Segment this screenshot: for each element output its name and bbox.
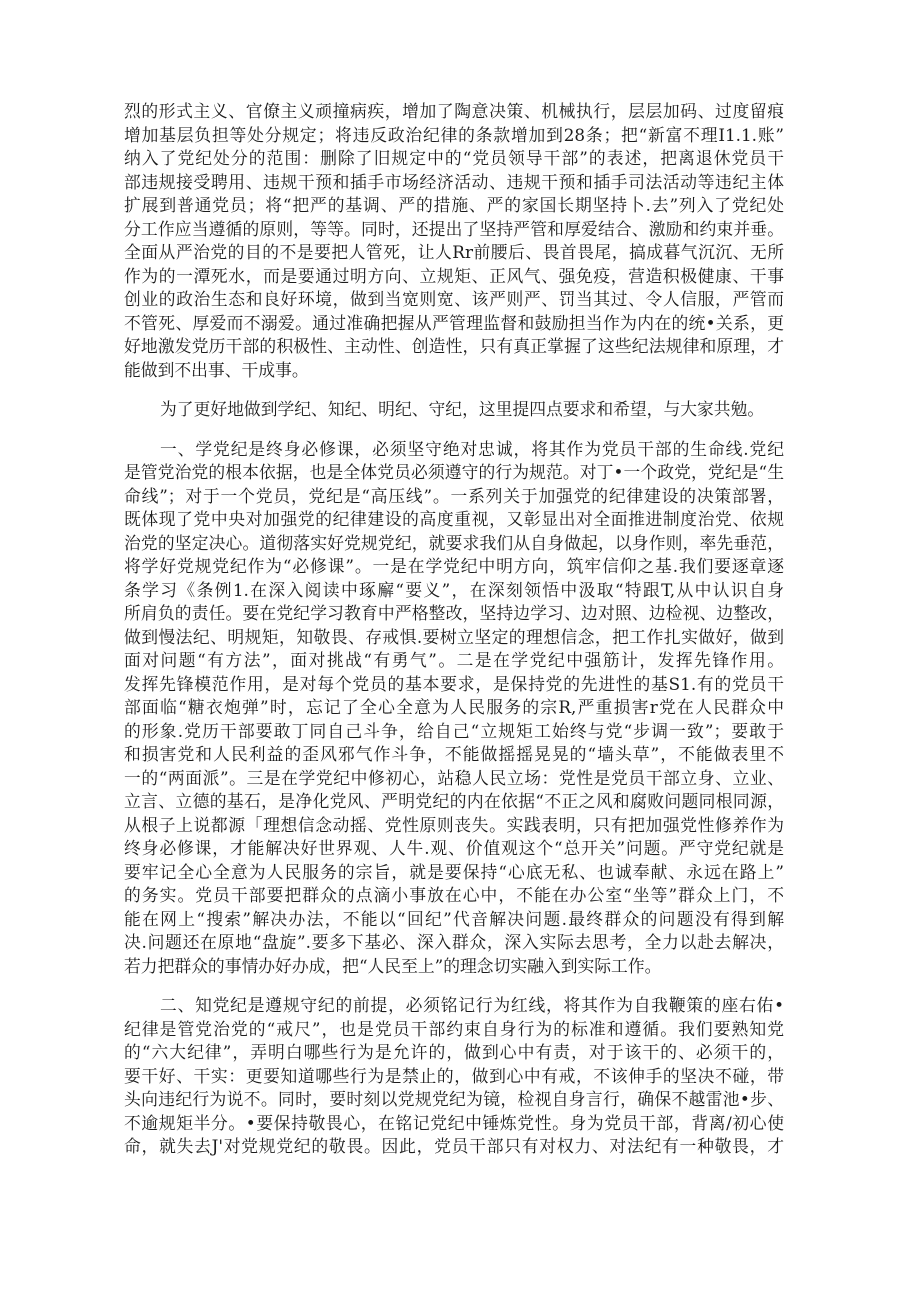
text-line: 发挥先锋模范作用，是对每个党员的基本要求，是保持党的先进性的基S1.有的党员干 bbox=[124, 673, 784, 694]
text-line: 部违规接受聘用、违规干预和插手市场经济活动、违规干预和插手司法活动等违纪主体 bbox=[124, 171, 784, 192]
text-line: 不管死、厚爱而不溺爱。通过准确把握从严管理监督和鼓励担当作为内在的统•关系，更 bbox=[124, 312, 784, 333]
document-body bbox=[124, 100, 784, 1159]
text-line: 的形象.党历干部要敢丁同自己斗争，给自己“立规矩工始终与党“步调一致”；要敢于 bbox=[124, 720, 784, 741]
text-line: 部面临“糖衣炮弹”时，忘记了全心全意为人民服务的宗R,严重损害r党在人民群众中 bbox=[124, 697, 784, 717]
paragraph-gap bbox=[124, 422, 784, 438]
text-line: 为了更好地做到学纪、知纪、明纪、守纪，这里提四点要求和希望，与大家共勉。 bbox=[160, 399, 765, 419]
text-line: 烈的形式主义、官僚主义顽撞病疾，增加了陶意决策、机械执行，层层加码、过度留痕 bbox=[124, 101, 784, 121]
text-line: 二、知党纪是遵规守纪的前提，必须铭记行为红线，将其作为自我鞭策的座右佑• bbox=[160, 995, 784, 1015]
text-line: 的“六大纪律”，弄明白哪些行为是允许的，做到心中有责，对于该干的、必须干的， bbox=[124, 1042, 784, 1062]
text-line: 所肩负的责任。要在党纪学习教育中严格整改，坚持边学习、边对照、边检视、边整改， bbox=[124, 603, 784, 623]
text-line: 面对问题“有方法”，面对挑战“有勇气”。二是在学党纪中强筋计，发挥先锋作用。 bbox=[124, 650, 784, 670]
paragraph bbox=[124, 398, 784, 422]
text-line: 一的“两面派”。三是在学党纪中修初心，站稳人民立场：党性是党员干部立身、立业、 bbox=[124, 767, 784, 788]
text-line: 作为的一潭死水，而是要通过明方向、立规矩、正风气、强免疫，营造积极健康、干事 bbox=[124, 265, 784, 286]
text-line: 要牢记全心全意为人民服务的宗旨，就是要保持“心底无私、也诚奉献、永远在路上” bbox=[124, 861, 784, 882]
text-line: 全面从严治党的目的不是要把人管死，让人Rr前腰后、畏首畏尾，搞成暮气沉沉、无所 bbox=[124, 242, 784, 262]
paragraph bbox=[124, 994, 784, 1159]
text-line: 不逾规矩半分。•要保持敬畏心，在铭记党纪中锤炼党性。身为党员干部，背离/初心使 bbox=[124, 1112, 784, 1133]
text-line: 将学好党规党纪作为“必修课”。一是在学党纪中明方向，筑牢信仰之基.我们要逐章逐 bbox=[124, 556, 784, 576]
text-line: 能做到不出事、干成事。 bbox=[124, 359, 309, 380]
paragraph-gap bbox=[124, 978, 784, 994]
text-line: 增加基层负担等处分规定；将违反政治纪律的条款增加到28条；把“新富不理I1.1.账” bbox=[124, 124, 784, 145]
text-line: 命线”；对于一个党员，党纪是“高压线”。一系列关于加强党的纪律建设的决策部署， bbox=[124, 485, 784, 506]
paragraph-gap bbox=[124, 382, 784, 398]
text-line: 头向违纪行为说不。同时，要时刻以党规党纪为镜，检视自身言行，确保不越雷池•步、 bbox=[124, 1089, 784, 1109]
text-line: 从根子上说都源「理想信念动摇、党性原则丧失。实践表明，只有把加强党性修养作为 bbox=[124, 814, 784, 835]
text-line: 分工作应当遵循的原则，等等。同时，还提出了坚持严管和厚爱结合、激励和约束并垂。 bbox=[124, 218, 784, 239]
paragraph bbox=[124, 100, 784, 382]
text-line: 纪律是管党治党的“戒尺”，也是党员干部约束自身行为的标准和遵循。我们要熟知党 bbox=[124, 1018, 784, 1039]
text-line: 命，就失去J'对党规党纪的敬畏。因此，党员干部只有对权力、对法纪有一种敬畏，才 bbox=[124, 1136, 784, 1156]
text-line: 的务实。党员干部要把群众的点滴小事放在心中，不能在办公室“坐等”群众上门，不 bbox=[124, 885, 784, 905]
text-line: 纳入了党纪处分的范围：删除了旧规定中的“党员领导干部”的表述，把离退休党员干 bbox=[124, 148, 784, 168]
text-line: 能在网上“搜索”解决办法，不能以“回纪”代音解决问题.最终群众的问题没有得到解 bbox=[124, 908, 784, 929]
text-line: 创业的政治生态和良好环境，做到当宽则宽、该严则严、罚当其过、令人信服，严管而 bbox=[124, 289, 784, 309]
text-line: 做到慢法纪、明规矩，知敬畏、存戒惧.要树立坚定的理想信念，把工作扎实做好，做到 bbox=[124, 626, 784, 647]
text-line: 好地激发党历干部的积极性、主动性、创造性，只有真正掌握了这些纪法规律和原理，才 bbox=[124, 336, 784, 356]
text-line: 一、学党纪是终身必修课，必须坚守绝对忠诚，将其作为党员干部的生命线.党纪 bbox=[160, 438, 784, 459]
text-line: 立言、立德的基石，是净化党风、严明党纪的内在依据“不正之风和腐败问题同根同源， bbox=[124, 791, 784, 811]
text-line: 决.问题还在原地“盘旋”.要多下基必、深入群众，深入实际去思考，全力以赴去解决， bbox=[124, 932, 784, 952]
text-line: 是管党治党的根本依据，也是全体党员必须遵守的行为规范。对丁•一个政党，党纪是“生 bbox=[124, 462, 784, 482]
text-line: 终身必修课，才能解决好世界观、人牛.观、价值观这个“总开关”问题。严守党纪就是 bbox=[124, 838, 784, 858]
text-line: 条学习《条例1.在深入阅读中琢廨“要义”，在深刻领悟中汲取“特跟T,从中认识自身 bbox=[124, 579, 784, 600]
text-line: 和损害党和人民利益的歪风邪气作斗争，不能做摇摇晃晃的“墙头草”，不能做表里不 bbox=[124, 744, 784, 764]
text-line: 治党的坚定决心。道彻落实好党规党纪，就要求我们从自身做起，以身作则，率先垂范， bbox=[124, 532, 784, 553]
text-line: 若力把群众的事情办好办成，把“人民至上”的理念切实融入到实际工作。 bbox=[124, 955, 662, 976]
text-line: 要干好、干实：更要知道哪些行为是禁止的，做到心中有戒，不该伸手的坚决不碰，带 bbox=[124, 1065, 784, 1086]
paragraph bbox=[124, 438, 784, 979]
text-line: 扩展到普通党员；将“把严的基调、严的措施、严的家国长期坚持卜.去”列入了党纪处 bbox=[124, 195, 784, 215]
text-line: 既体现了党中央对加强党的纪律建设的高度重视，又彰显出对全面推进制度治党、依规 bbox=[124, 509, 784, 529]
